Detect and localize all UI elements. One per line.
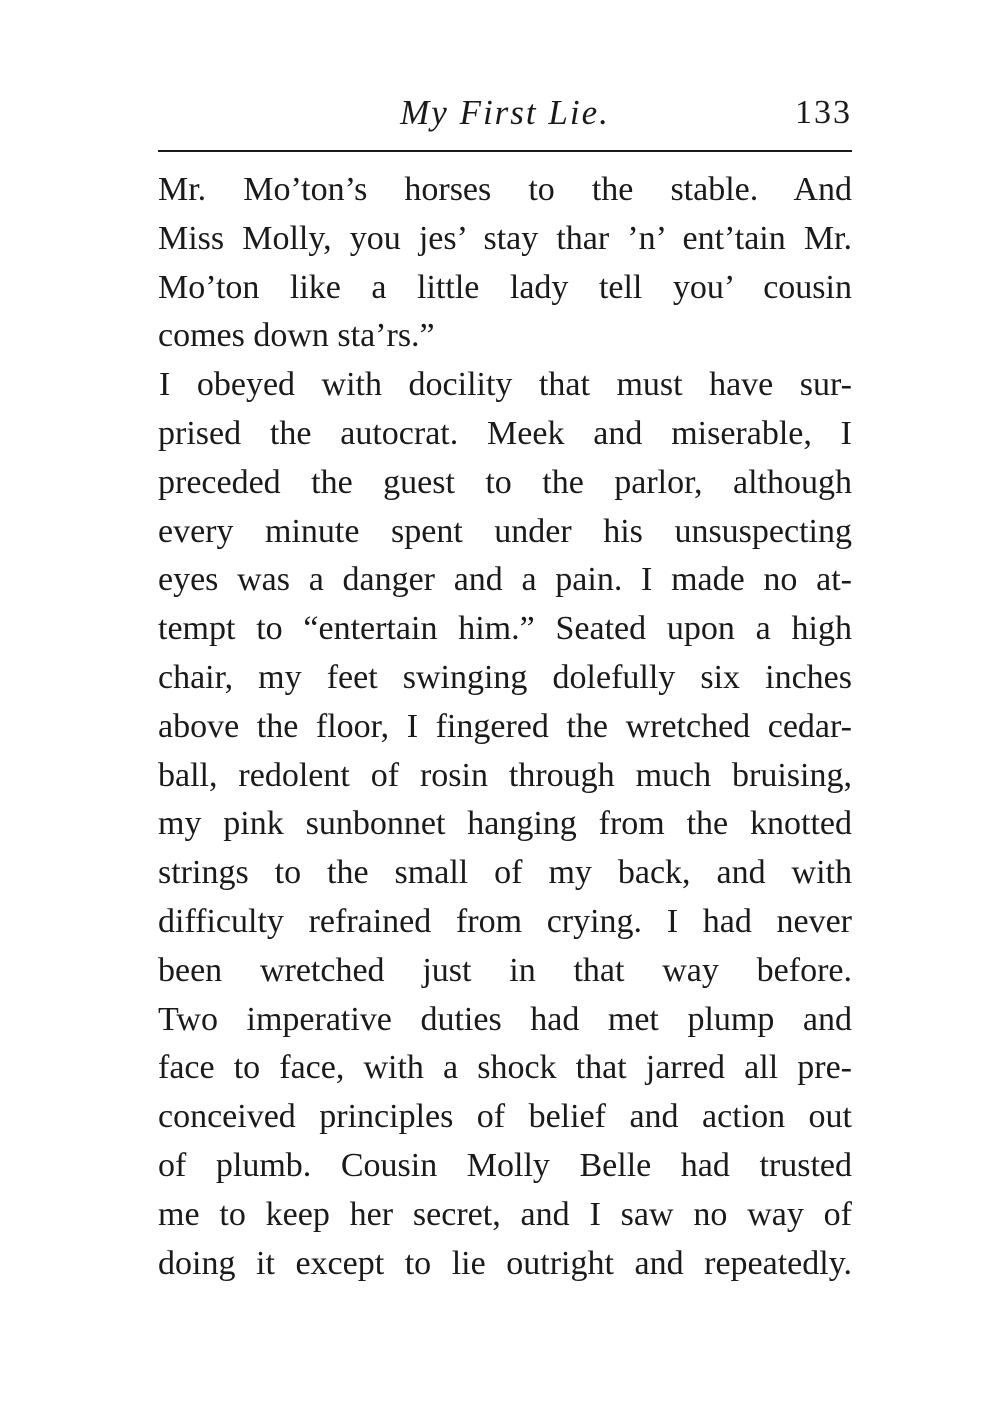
text-line: been wretched just in that way before. [158,951,852,989]
text-line: strings to the small of my back, and with [158,854,852,892]
text-line: Two imperative duties had met plump and [158,1000,852,1038]
header-rule [158,150,852,152]
page-number: 133 [795,94,852,131]
text-line: every minute spent under his unsuspecting [158,512,852,550]
body-text [158,166,852,1288]
text-line: Mo’ton like a little lady tell you’ cousin [158,268,852,306]
text-line: me to keep her secret, and I saw no way of [158,1195,852,1233]
text-line: tempt to “entertain him.” Seated upon a high [158,610,852,648]
text-line: comes down sta’rs.” [158,317,435,355]
text-line: above the floor, I fingered the wretched cedar- [158,707,852,745]
text-line: conceived principles of belief and action out [158,1098,852,1136]
text-line: my pink sunbonnet hanging from the knotted [158,805,852,843]
text-line: face to face, with a shock that jarred all pre- [158,1049,852,1087]
text-line: doing it except to lie outright and repeatedly. [158,1244,852,1282]
text-line: of plumb. Cousin Molly Belle had trusted [158,1146,852,1184]
text-line: chair, my feet swinging dolefully six inches [158,658,852,696]
text-line: difficulty refrained from crying. I had never [158,902,852,940]
running-title: My First Lie. [400,93,610,132]
text-line: preceded the guest to the parlor, although [158,463,852,501]
running-head [158,88,852,138]
text-line: ball, redolent of rosin through much bruising, [158,756,852,794]
text-line: eyes was a danger and a pain. I made no at- [158,561,852,599]
text-line: Miss Molly, you jes’ stay thar ’n’ ent’tain Mr. [158,219,852,257]
text-line: I obeyed with docility that must have sur- [159,366,852,404]
text-line: prised the autocrat. Meek and miserable, I [158,414,852,452]
text-line: Mr. Mo’ton’s horses to the stable. And [158,171,852,208]
